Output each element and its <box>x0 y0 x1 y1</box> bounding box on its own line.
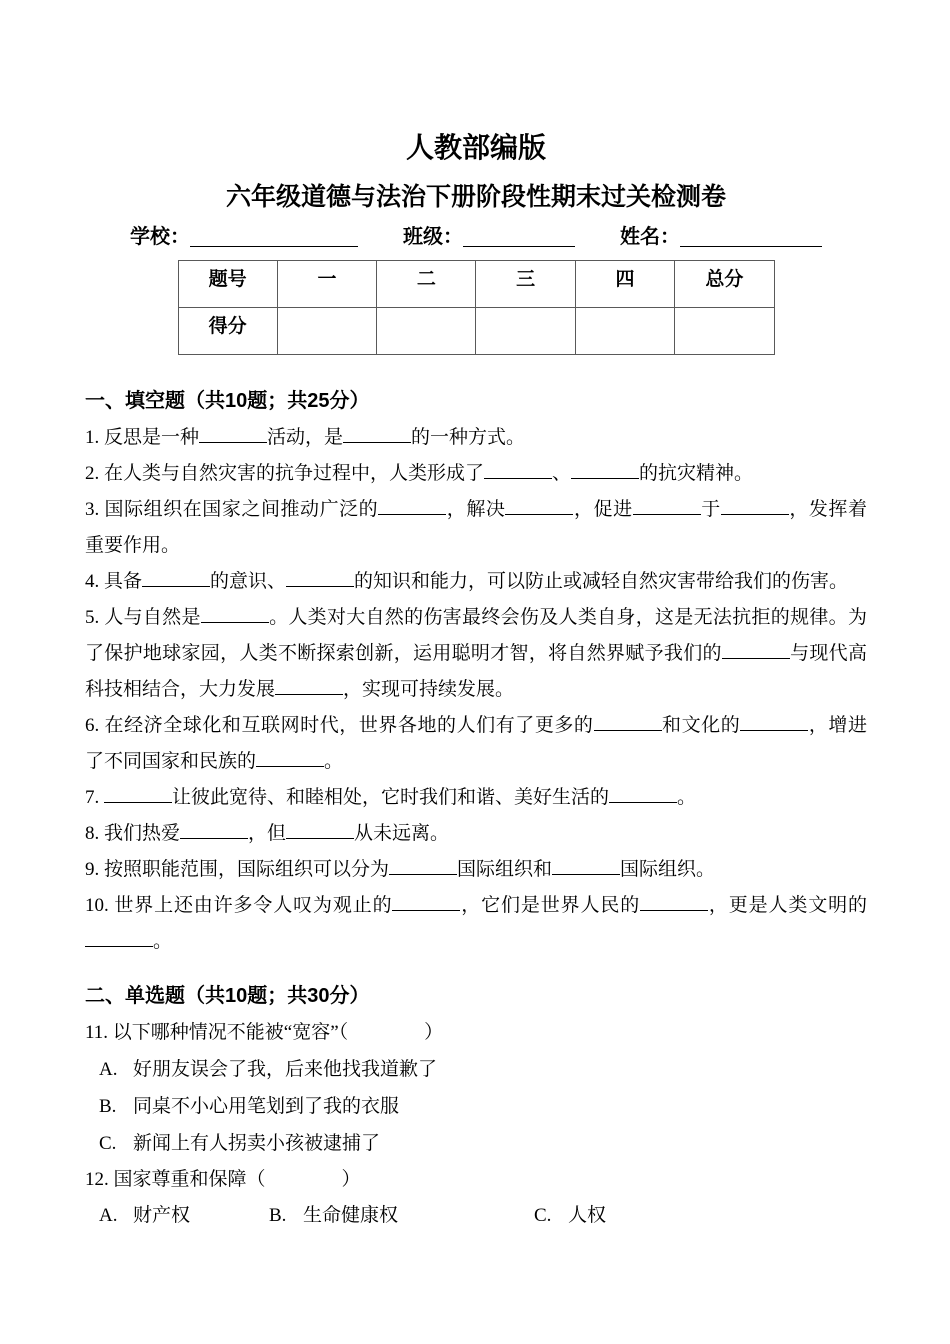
score-cell <box>377 308 476 355</box>
blank-line <box>594 711 662 731</box>
score-table <box>178 260 775 355</box>
name-field <box>620 223 822 251</box>
option-label: A. <box>99 1059 118 1080</box>
blank-line <box>484 459 552 479</box>
question-text: 。 <box>324 751 344 772</box>
question-text: 从未远离。 <box>354 823 450 844</box>
blank-line <box>721 495 789 515</box>
school-blank-line <box>190 244 358 247</box>
score-cell <box>476 308 575 355</box>
blank-line <box>722 639 790 659</box>
question-paragraph <box>85 816 867 852</box>
question-paragraph <box>85 780 867 816</box>
question-text: 和文化的 <box>661 715 741 736</box>
name-label: 姓名： <box>620 226 680 248</box>
score-table-col-2: 二 <box>377 261 476 308</box>
student-info-row <box>85 223 867 251</box>
score-table-header-row <box>178 261 774 308</box>
blank-line <box>286 819 354 839</box>
question-paragraph <box>85 492 867 564</box>
blank-line <box>85 927 153 947</box>
question-paragraph <box>85 600 867 708</box>
score-cell <box>277 308 376 355</box>
question-paragraph <box>85 456 867 492</box>
blank-line <box>142 567 210 587</box>
question-text: 的意识、 <box>210 571 287 592</box>
blank-line <box>389 855 457 875</box>
question-text: 。人类对大自然的伤害最终会伤及人类自身，这是无法抗拒的规律。为了保护地球家园，人类不断探索创新，运用聪明才智，将自然界赋予我们的 <box>85 607 867 664</box>
question-text: 1. 反思是一种 <box>85 427 200 448</box>
blank-line <box>378 495 446 515</box>
school-field <box>130 223 358 251</box>
option-label: C. <box>534 1205 552 1226</box>
question-text: ，它们是世界人民的 <box>460 895 641 916</box>
question-text: 8. 我们热爱 <box>85 823 181 844</box>
choice-option <box>269 1198 534 1234</box>
choice-option <box>85 1125 867 1162</box>
question-paragraph <box>85 888 867 960</box>
blank-line <box>286 567 354 587</box>
blank-line <box>552 855 620 875</box>
question-text: ，解决 <box>446 499 506 520</box>
question-text: 。 <box>677 787 697 808</box>
score-table-score-row <box>178 308 774 355</box>
choice-option <box>534 1198 606 1234</box>
question-text: 4. 具备 <box>85 571 143 592</box>
question-text: 9. 按照职能范围，国际组织可以分为 <box>85 859 390 880</box>
blank-line <box>640 891 708 911</box>
question-text: 11. 以下哪种情况不能被“宽容”（ ） <box>85 1022 444 1043</box>
section-heading: 一、填空题（共10题；共25分） <box>85 390 370 412</box>
question-text: 12. 国家尊重和保障（ ） <box>85 1169 361 1190</box>
question-text: 国际组织和 <box>457 859 553 880</box>
option-text: 新闻上有人拐卖小孩被逮捕了 <box>133 1133 381 1154</box>
question-text: 与现代高科技相结合，大力发展 <box>85 643 867 700</box>
question-text: 2. 在人类与自然灾害的抗争过程中，人类形成了 <box>85 463 485 484</box>
choice-option <box>85 1051 867 1088</box>
question-text: ，促进 <box>573 499 633 520</box>
question-text: 。 <box>153 931 173 952</box>
option-label: B. <box>269 1205 287 1226</box>
question-text: 的抗灾精神。 <box>639 463 754 484</box>
question-text: 7. <box>85 787 104 808</box>
blank-line <box>104 783 172 803</box>
class-field <box>403 223 575 251</box>
option-label: A. <box>99 1205 118 1226</box>
score-table-col-3: 三 <box>476 261 575 308</box>
question-text: ，增进了不同国家和民族的 <box>85 715 867 772</box>
score-table-col-4: 四 <box>575 261 674 308</box>
score-cell <box>675 308 774 355</box>
exam-title: 六年级道德与法治下册阶段性期末过关检测卷 <box>225 183 726 211</box>
option-text: 生命健康权 <box>303 1205 399 1226</box>
question-paragraph <box>85 708 867 780</box>
question-text: 10. 世界上还由许多令人叹为观止的 <box>85 895 393 916</box>
blank-line <box>571 459 639 479</box>
question-text: ，但 <box>248 823 287 844</box>
edition-title: 人教部编版 <box>405 132 546 163</box>
question-text: ，实现可持续发展。 <box>343 679 515 700</box>
blank-line <box>392 891 460 911</box>
blank-line <box>633 495 701 515</box>
option-label: C. <box>99 1133 117 1154</box>
class-label: 班级： <box>403 226 463 248</box>
blank-line <box>609 783 677 803</box>
question-text: 的一种方式。 <box>411 427 526 448</box>
question-text: ，发挥着重要作用。 <box>85 499 867 556</box>
question-paragraph <box>85 852 867 888</box>
question-text: 国际组织。 <box>620 859 716 880</box>
option-label: B. <box>99 1096 117 1117</box>
question-text: ，更是人类文明的 <box>708 895 867 916</box>
blank-line <box>180 819 248 839</box>
name-blank-line <box>680 244 822 247</box>
blank-line <box>256 747 324 767</box>
question-paragraph <box>85 564 867 600</box>
score-table-corner-label: 题号 <box>178 261 277 308</box>
blank-line <box>275 675 343 695</box>
option-text: 同桌不小心用笔划到了我的衣服 <box>133 1096 400 1117</box>
score-table-col-1: 一 <box>277 261 376 308</box>
question-text: 于 <box>700 499 721 520</box>
score-table-col-total: 总分 <box>675 261 774 308</box>
option-text: 好朋友误会了我，后来他找我道歉了 <box>133 1059 438 1080</box>
question-text: 活动，是 <box>267 427 344 448</box>
choice-option <box>85 1088 867 1125</box>
blank-line <box>343 423 411 443</box>
question-text: 让彼此宽待、和睦相处，它时我们和谐、美好生活的 <box>172 787 610 808</box>
blank-line <box>740 711 808 731</box>
question-text: 的知识和能力，可以防止或减轻自然灾害带给我们的伤害。 <box>354 571 849 592</box>
option-text: 人权 <box>568 1205 607 1226</box>
question-text: 5. 人与自然是 <box>85 607 201 628</box>
choice-option <box>99 1198 269 1234</box>
blank-line <box>505 495 573 515</box>
score-row-label: 得分 <box>178 308 277 355</box>
question-text: 3. 国际组织在国家之间推动广泛的 <box>85 499 379 520</box>
choice-options-row <box>85 1198 867 1234</box>
document-body <box>85 383 867 1234</box>
question-text: 6. 在经济全球化和互联网时代，世界各地的人们有了更多的 <box>85 715 594 736</box>
question-paragraph <box>85 420 867 456</box>
question-paragraph <box>85 1015 867 1051</box>
blank-line <box>201 603 269 623</box>
class-blank-line <box>463 244 575 247</box>
option-text: 财产权 <box>133 1205 191 1226</box>
question-paragraph <box>85 1162 867 1198</box>
question-text: 、 <box>552 463 572 484</box>
score-cell <box>575 308 674 355</box>
blank-line <box>199 423 267 443</box>
section-heading: 二、单选题（共10题；共30分） <box>85 985 370 1007</box>
school-label: 学校： <box>130 226 190 248</box>
